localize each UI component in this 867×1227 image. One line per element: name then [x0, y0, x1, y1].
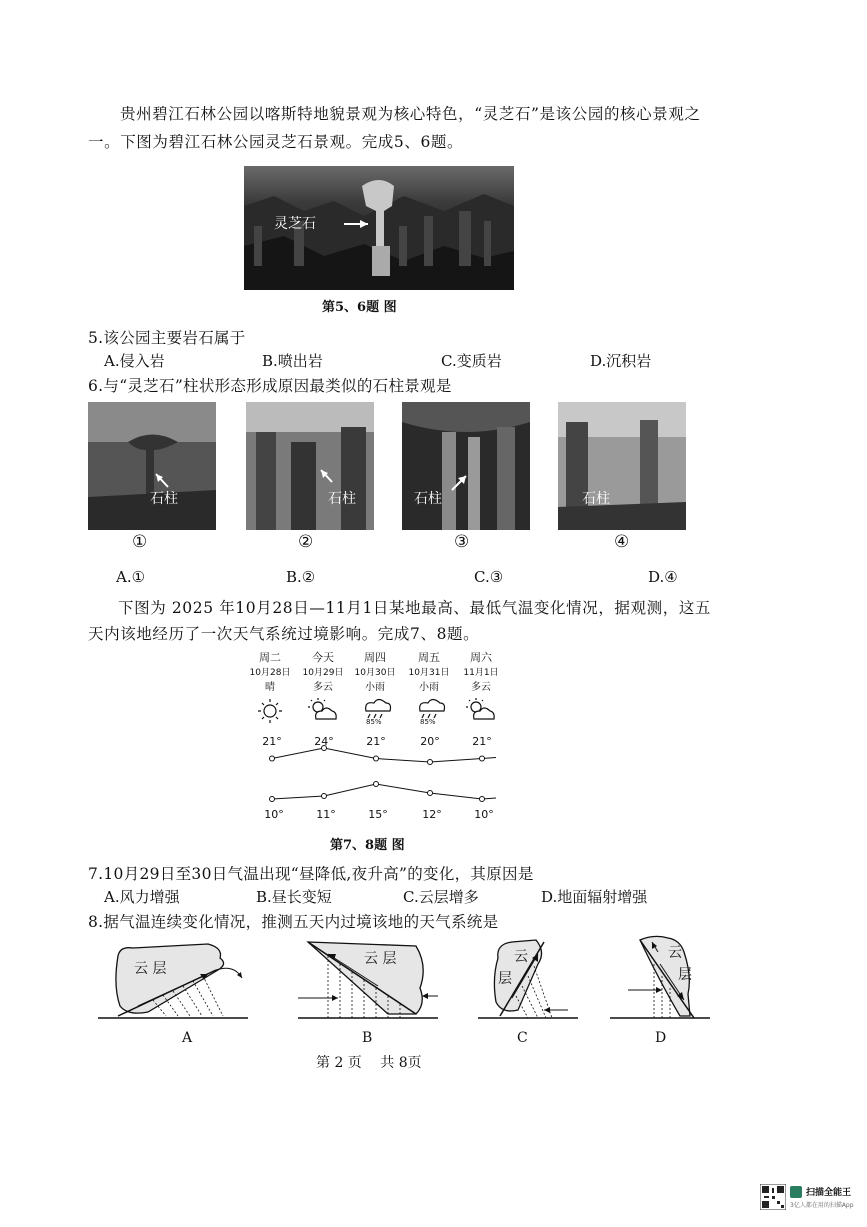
- weather-day-name: 今天: [312, 651, 334, 664]
- high-temp-point-1: [270, 756, 275, 761]
- high-temp-4: 20°: [420, 735, 440, 748]
- stone-pillar-label-1: 石柱: [150, 491, 178, 507]
- high-temp-line: [270, 748, 496, 762]
- low-temp-point-1: [270, 797, 275, 802]
- q8-stem: 8.据气温连续变化情况，推测五天内过境该地的天气系统是: [88, 913, 499, 931]
- diagram-label-d: D: [655, 1030, 667, 1046]
- cs-logo-icon: [790, 1186, 802, 1198]
- front-diagram-b[interactable]: [298, 936, 438, 1026]
- weather-date: 11月1日: [463, 668, 499, 678]
- weather-date: 10月30日: [354, 668, 396, 678]
- low-temp-3: 15°: [368, 808, 388, 821]
- q7-option-c[interactable]: C.云层增多: [403, 888, 479, 906]
- scanner-brand: 扫描全能王: [806, 1188, 852, 1198]
- low-temp-5: 10°: [474, 808, 494, 821]
- low-temp-1: 10°: [264, 808, 284, 821]
- temperature-lines: [270, 746, 497, 802]
- cloud-label-c2: 层: [498, 971, 512, 987]
- stone-pillar-photo-4: [558, 402, 686, 530]
- scanner-watermark: [760, 1180, 860, 1220]
- fig78-caption: 第7、8题 图: [330, 838, 405, 853]
- scanner-subtitle: 3亿人都在用的扫描App: [790, 1202, 854, 1209]
- q6-stem: 6.与“灵芝石”柱状形态形成原因最类似的石柱景观是: [88, 377, 452, 395]
- cloud-label-a: 云 层: [134, 961, 167, 977]
- fig56-caption: 第5、6题 图: [322, 300, 397, 315]
- qr-code-icon: [760, 1184, 786, 1210]
- low-temp-point-4: [428, 791, 433, 796]
- stone-pillar-photo-3: [402, 402, 530, 530]
- stone-pillar-photo-1: [88, 402, 216, 530]
- low-temp-2: 11°: [316, 808, 336, 821]
- cloud-label-c1: 云: [514, 949, 528, 965]
- high-temp-3: 21°: [366, 735, 386, 748]
- cloud-label-b: 云 层: [364, 951, 397, 967]
- q6-option-b[interactable]: B.②: [286, 568, 316, 586]
- diagram-label-b: B: [362, 1030, 373, 1046]
- q6-option-d[interactable]: D.④: [648, 568, 678, 586]
- front-diagram-a[interactable]: [98, 936, 248, 1026]
- q5-stem: 5.该公园主要岩石属于: [88, 329, 246, 347]
- high-temp-point-5: [480, 756, 485, 761]
- high-temp-2: 24°: [314, 735, 334, 748]
- page-footer: 第 2 页 共 8页: [316, 1055, 422, 1071]
- rain-cloud-icon: [420, 700, 445, 719]
- photo-number-4: ④: [614, 532, 630, 552]
- photo-number-3: ③: [454, 532, 470, 552]
- intro-line-1: 贵州碧江石林公园以喀斯特地貌景观为核心特色，“灵芝石”是该公园的核心景观之: [120, 105, 701, 123]
- intro2-line-2: 天内该地经历了一次天气系统过境影响。完成7、8题。: [88, 625, 480, 643]
- intro2-line-1: 下图为 2025 年10月28日—11月1日某地最高、最低气温变化情况，据观测，这五: [118, 599, 712, 617]
- q7-option-d[interactable]: D.地面辐射增强: [541, 888, 648, 906]
- q5-option-c[interactable]: C.变质岩: [441, 352, 502, 370]
- cloud-label-d1: 云: [668, 945, 682, 961]
- weather-condition: 晴: [265, 682, 275, 693]
- q5-option-b[interactable]: B.喷出岩: [262, 352, 323, 370]
- photo-number-1: ①: [132, 532, 148, 552]
- weather-day-name: 周五: [418, 651, 440, 664]
- low-temp-point-5: [480, 797, 485, 802]
- rain-cloud-icon: [366, 700, 391, 719]
- diagram-label-a: A: [182, 1030, 193, 1046]
- weather-day-name: 周六: [470, 651, 492, 664]
- weather-condition: 多云: [471, 682, 491, 693]
- q5-option-d[interactable]: D.沉积岩: [590, 352, 652, 370]
- cloud-label-d2: 层: [678, 967, 692, 983]
- stone-pillar-label-2: 石柱: [328, 491, 356, 507]
- lingzhi-stone-photo: [244, 166, 514, 290]
- rain-probability-3: 85%: [366, 718, 382, 726]
- partly-cloudy-icon: [308, 698, 336, 719]
- partly-cloudy-icon: [466, 698, 494, 719]
- stone-pillar-photo-2: [246, 402, 374, 530]
- high-temp-point-3: [374, 756, 379, 761]
- low-temp-line: [270, 784, 496, 799]
- diagram-label-c: C: [517, 1030, 528, 1046]
- low-temp-point-3: [374, 782, 379, 787]
- q6-option-a[interactable]: A.①: [116, 568, 146, 586]
- front-diagram-d[interactable]: [610, 934, 710, 1026]
- q6-option-c[interactable]: C.③: [474, 568, 504, 586]
- weather-condition: 多云: [313, 682, 333, 693]
- photo-number-2: ②: [298, 532, 314, 552]
- weather-day-name: 周二: [259, 651, 281, 664]
- q7-option-b[interactable]: B.昼长变短: [256, 888, 332, 906]
- high-temp-point-4: [428, 760, 433, 765]
- low-temp-point-2: [322, 794, 327, 799]
- lingzhi-stone-label: 灵芝石: [274, 216, 316, 232]
- low-temp-4: 12°: [422, 808, 442, 821]
- stone-pillar-label-4: 石柱: [582, 491, 610, 507]
- weather-condition: 小雨: [419, 682, 439, 693]
- rain-probability-4: 85%: [420, 718, 436, 726]
- front-diagram-c[interactable]: [478, 936, 578, 1026]
- weather-condition: 小雨: [365, 682, 385, 693]
- q7-option-a[interactable]: A.风力增强: [104, 888, 180, 906]
- high-temp-1: 21°: [262, 735, 282, 748]
- stone-pillar-label-3: 石柱: [414, 491, 442, 507]
- q5-option-a[interactable]: A.侵入岩: [104, 352, 165, 370]
- weather-forecast-chart: [244, 645, 534, 830]
- weather-day-name: 周四: [364, 651, 386, 664]
- q7-stem: 7.10月29日至30日气温出现“昼降低,夜升高”的变化，其原因是: [88, 865, 534, 883]
- sun-icon: [258, 699, 282, 723]
- high-temp-5: 21°: [472, 735, 492, 748]
- weather-date: 10月29日: [302, 668, 344, 678]
- weather-date: 10月28日: [249, 668, 291, 678]
- intro-line-2: 一。下图为碧江石林公园灵芝石景观。完成5、6题。: [88, 133, 464, 151]
- weather-date: 10月31日: [408, 668, 450, 678]
